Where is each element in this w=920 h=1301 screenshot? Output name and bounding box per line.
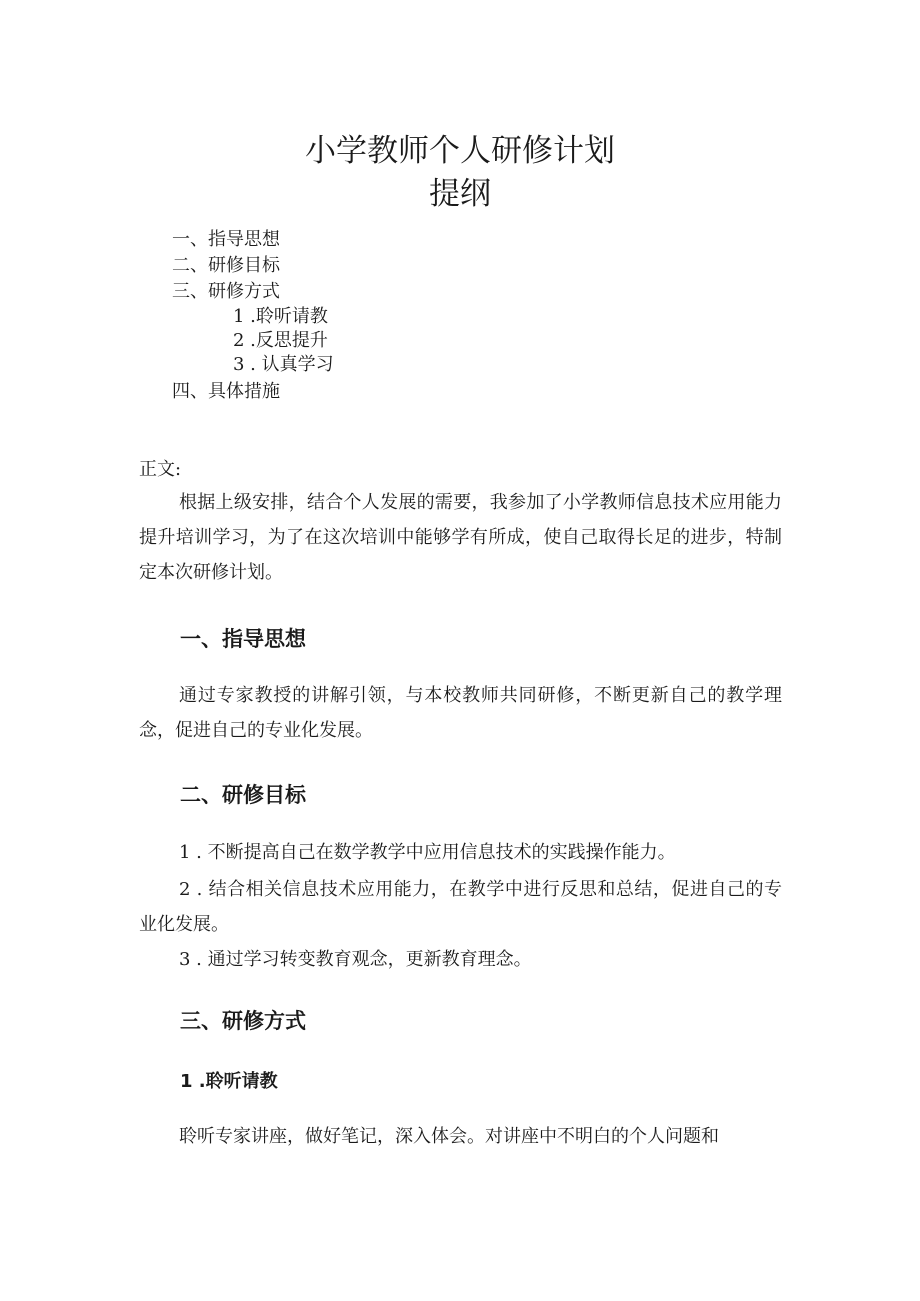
outline-item-specific-measures: 四、具体措施: [172, 381, 280, 402]
goal-item-2: 2 . 结合相关信息技术应用能力，在教学中进行反思和总结，促进自己的专业化发展。: [139, 879, 782, 935]
outline-item-guiding-thought: 一、指导思想: [172, 229, 280, 250]
outline-subitem-reflect: 2 .反思提升: [233, 330, 328, 351]
intro-paragraph: 根据上级安排，结合个人发展的需要，我参加了小学教师信息技术应用能力提升培训学习，为了在这次培训中能够学有所成，使自己取得长足的进步，特制定本次研修计划。: [139, 492, 782, 583]
document-subtitle: 提纲: [429, 176, 491, 212]
goal-item-3: 3 . 通过学习转变教育观念，更新教育理念。: [179, 949, 532, 970]
method-listen-paragraph: 聆听专家讲座，做好笔记，深入体会。对讲座中不明白的个人问题和: [179, 1126, 719, 1147]
outline-subitem-study: 3 . 认真学习: [233, 354, 334, 375]
guiding-thought-paragraph: 通过专家教授的讲解引领，与本校教师共同研修，不断更新自己的教学理念，促进自己的专业化发展。: [139, 685, 782, 741]
goal-item-1: 1 . 不断提高自己在数学教学中应用信息技术的实践操作能力。: [179, 842, 676, 863]
method-subheading-listen: 1 .聆听请教: [180, 1071, 278, 1092]
section-heading-training-goals: 二、研修目标: [180, 783, 306, 807]
section-heading-guiding-thought: 一、指导思想: [180, 627, 306, 651]
document-title: 小学教师个人研修计划: [305, 133, 615, 169]
body-label: 正文:: [139, 459, 182, 480]
section-heading-training-methods: 三、研修方式: [180, 1009, 306, 1033]
outline-subitem-listen: 1 .聆听请教: [233, 306, 328, 327]
outline-item-training-methods: 三、研修方式: [172, 281, 280, 302]
outline-item-training-goals: 二、研修目标: [172, 255, 280, 276]
